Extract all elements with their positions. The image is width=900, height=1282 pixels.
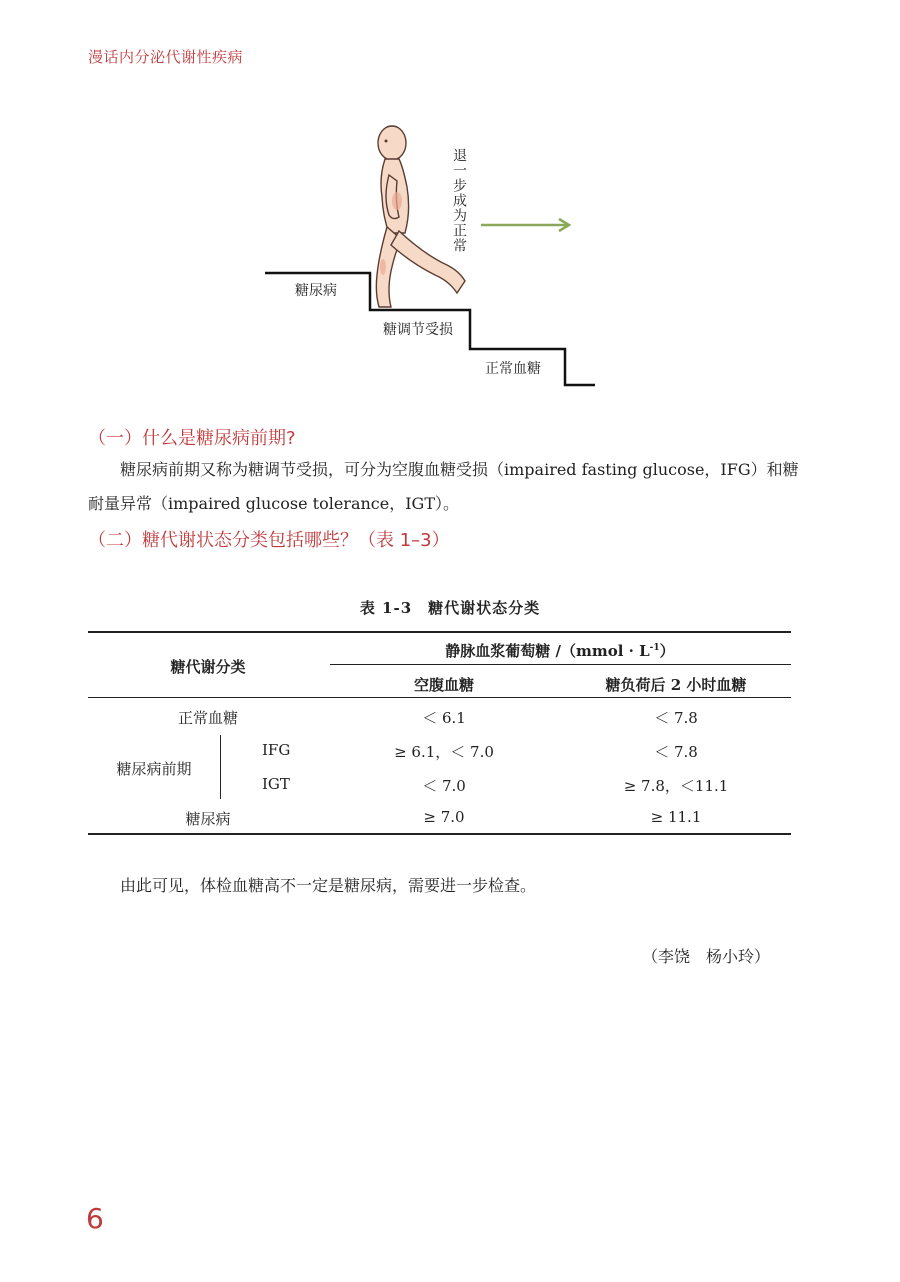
arrow-right-icon xyxy=(481,219,569,231)
section-heading-classification: （二）糖代谢状态分类包括哪些？（表 1–3） xyxy=(88,530,450,551)
running-header: 漫话内分泌代谢性疾病 xyxy=(88,48,244,66)
stair-label-igr: 糖调节受损 xyxy=(383,322,453,338)
header-category: 糖代谢分类 xyxy=(170,658,246,676)
table-row-ifg-category: IFG xyxy=(262,741,291,759)
table-group-rule xyxy=(330,664,791,665)
table-prediabetes-label: 糖尿病前期 xyxy=(116,760,192,778)
table-row-diabetes-postload: ≥ 11.1 xyxy=(650,808,702,826)
vertical-caption: 退一步成为正常 xyxy=(451,148,467,253)
header-fasting: 空腹血糖 xyxy=(413,676,475,694)
conclusion-paragraph: 由此可见，体检血糖高不一定是糖尿病，需要进一步检查。 xyxy=(120,876,537,895)
stair-label-normal: 正常血糖 xyxy=(485,361,541,377)
table-top-rule xyxy=(88,631,791,633)
table-row-normal-fasting: ＜ 6.1 xyxy=(422,709,466,727)
definition-paragraph: 糖尿病前期又称为糖调节受损，可分为空腹血糖受损（impaired fasting glucose，IFG）和糖耐量异常（impaired glucose tolerance，IGT）。 xyxy=(88,460,799,513)
table-row-ifg-postload: ＜ 7.8 xyxy=(654,743,698,761)
stair-illustration xyxy=(255,115,615,395)
prediabetes-bracket xyxy=(220,735,221,799)
table-caption: 表 1-3 糖代谢状态分类 xyxy=(359,599,541,617)
table-header-rule xyxy=(88,697,791,698)
attribution: （李饶 杨小玲） xyxy=(642,947,771,966)
table-row-diabetes-category: 糖尿病 xyxy=(185,810,231,828)
table-row-ifg-fasting: ≥ 6.1，＜ 7.0 xyxy=(394,743,494,761)
table-row-diabetes-fasting: ≥ 7.0 xyxy=(423,808,465,826)
page-number: 6 xyxy=(86,1202,104,1235)
table-bottom-rule xyxy=(88,833,791,835)
table-row-igt-fasting: ＜ 7.0 xyxy=(422,777,466,795)
table-row-igt-category: IGT xyxy=(262,775,290,793)
table-row-igt-postload: ≥ 7.8，＜11.1 xyxy=(623,777,729,795)
table-row-normal-category: 正常血糖 xyxy=(177,709,239,727)
header-post-load: 糖负荷后 2 小时血糖 xyxy=(605,676,747,694)
table-row-normal-postload: ＜ 7.8 xyxy=(654,709,698,727)
section-heading-what-is-prediabetes: （一）什么是糖尿病前期? xyxy=(88,428,296,449)
header-venous-glucose: 静脉血浆葡萄糖 /（mmol · $L^{-1}$） xyxy=(445,642,675,660)
stair-label-diabetes: 糖尿病 xyxy=(295,283,337,299)
